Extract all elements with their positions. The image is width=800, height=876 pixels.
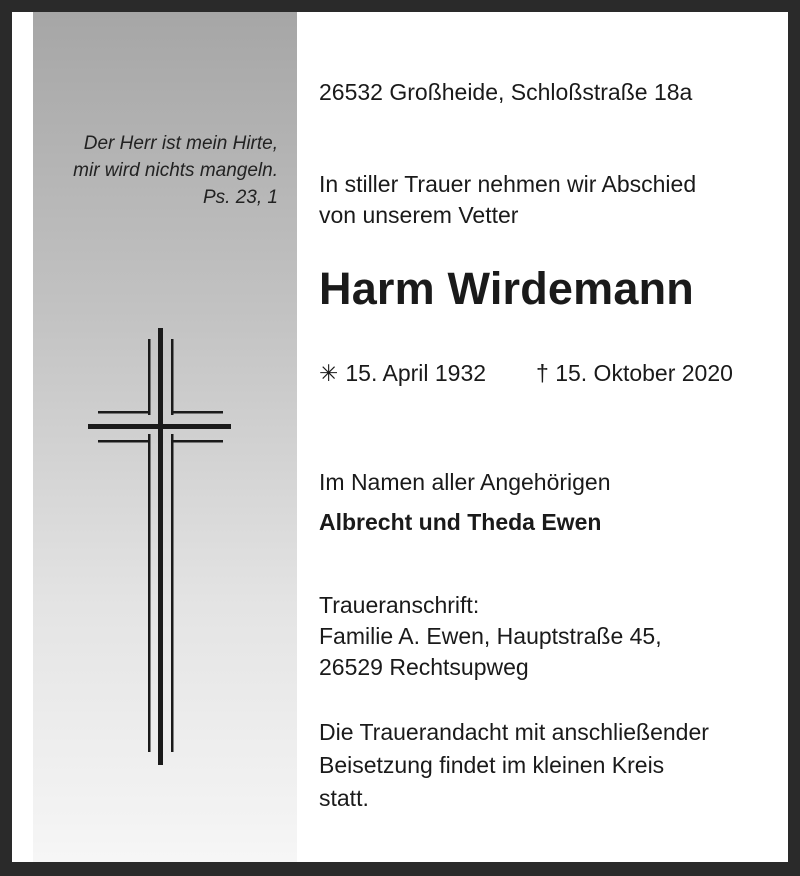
death-line bbox=[536, 358, 733, 389]
death-cross-icon: † bbox=[536, 360, 549, 386]
service-line-3: statt. bbox=[319, 785, 369, 811]
dates-line bbox=[319, 358, 486, 389]
death-date: 15. Oktober 2020 bbox=[555, 360, 733, 386]
intro-line-2: von unserem Vetter bbox=[319, 202, 519, 228]
bible-verse bbox=[33, 130, 278, 211]
verse-line-2: mir wird nichts mangeln. bbox=[73, 160, 278, 181]
verse-reference: Ps. 23, 1 bbox=[203, 187, 278, 208]
mourning-address-line-2: 26529 Rechtsupweg bbox=[319, 654, 529, 680]
mourning-address-label: Traueranschrift: bbox=[319, 592, 480, 618]
verse-line-1: Der Herr ist mein Hirte, bbox=[83, 133, 278, 154]
sender-address: 26532 Großheide, Schloßstraße 18a bbox=[319, 79, 693, 105]
deceased-name: Harm Wirdemann bbox=[319, 263, 694, 314]
intro-line-1: In stiller Trauer nehmen wir Abschied bbox=[319, 171, 697, 197]
service-line-2: Beisetzung findet im kleinen Kreis bbox=[319, 752, 665, 778]
service-line-1: Die Trauerandacht mit anschließender bbox=[319, 719, 709, 745]
birth-date: 15. April 1932 bbox=[345, 360, 487, 386]
mourning-address-line-1: Familie A. Ewen, Hauptstraße 45, bbox=[319, 623, 662, 649]
cross-icon bbox=[84, 325, 234, 770]
relatives-names: Albrecht und Theda Ewen bbox=[319, 509, 602, 535]
relatives-intro: Im Namen aller Angehörigen bbox=[319, 469, 611, 495]
birth-star-icon: ✳ bbox=[319, 360, 339, 386]
